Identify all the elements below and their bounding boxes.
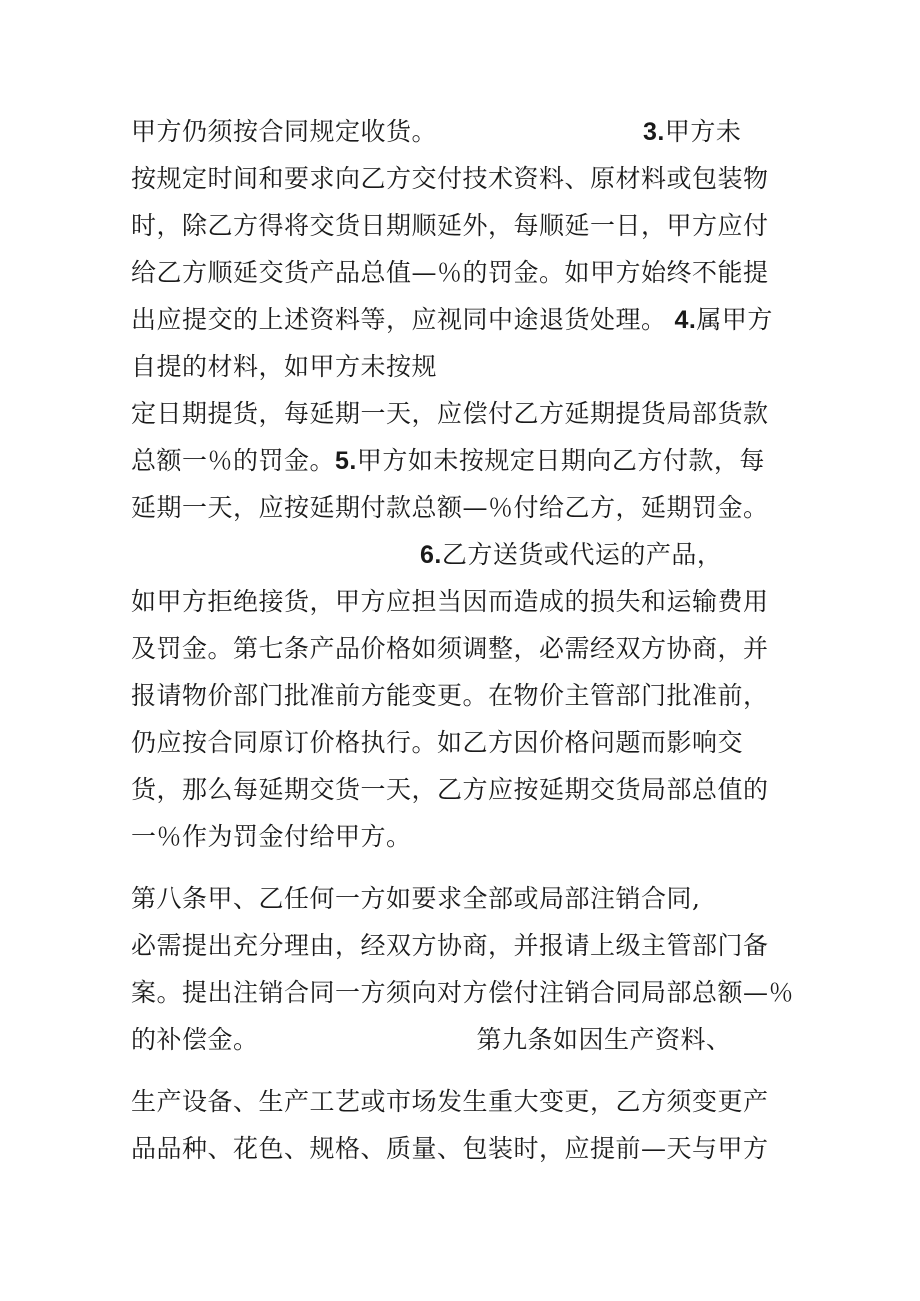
text-line xyxy=(131,1134,769,1164)
text-line xyxy=(131,164,769,194)
text-line xyxy=(131,1087,769,1117)
text-segment: 延期一天，应按延期付款总额—％付给乙方，延期罚金。 xyxy=(131,493,769,522)
text-segment: 自提的材料，如甲方未按规 xyxy=(131,352,438,381)
text-segment: 第九条如因生产资料、 xyxy=(476,1025,732,1054)
text-segment: 属甲方 xyxy=(696,305,773,334)
text-line xyxy=(131,634,769,664)
text-segment: 时，除乙方得将交货日期顺延外，每顺延一日，甲方应付 xyxy=(131,211,769,240)
text-segment: 甲方未 xyxy=(664,117,742,146)
text-line xyxy=(131,446,765,476)
text-line xyxy=(131,587,769,617)
text-line xyxy=(131,931,769,961)
text-line xyxy=(131,884,700,914)
text-segment: 甲方仍须按合同规定收货。 xyxy=(131,117,438,146)
text-segment: 仍应按合同原订价格执行。如乙方因价格问题而影响交 xyxy=(131,728,744,757)
text-line xyxy=(131,775,769,805)
text-segment: 给乙方顺延交货产品总值—％的罚金。如甲方始终不能提 xyxy=(131,258,769,287)
text-segment: 货，那么每延期交货一天，乙方应按延期交货局部总值的 xyxy=(131,775,769,804)
text-segment: 的补偿金。 xyxy=(131,1025,259,1054)
text-line xyxy=(131,493,769,523)
text-line xyxy=(131,681,769,711)
text-segment: 出应提交的上述资料等，应视同中途退货处理。 xyxy=(131,305,667,334)
text-segment: 生产设备、生产工艺或市场发生重大变更，乙方须变更产 xyxy=(131,1087,769,1116)
clause-number: 5. xyxy=(335,447,357,475)
text-line xyxy=(131,978,794,1008)
text-segment: 第八条甲、乙任何一方如要求全部或局部注销合同, xyxy=(131,884,701,913)
text-line xyxy=(420,540,722,570)
text-line xyxy=(131,352,437,382)
text-segment: 乙方送货或代运的产品， xyxy=(441,540,723,569)
clause-number: 6. xyxy=(420,541,442,569)
text-line xyxy=(131,211,769,241)
clause-number: 4. xyxy=(674,306,697,334)
text-segment: 总额一％的罚金。 xyxy=(131,446,336,475)
clause-number: 3. xyxy=(643,118,665,146)
text-line xyxy=(131,399,769,429)
text-segment: 定日期提货，每延期一天，应偿付乙方延期提货局部货款 xyxy=(131,399,769,428)
text-line xyxy=(131,258,769,288)
text-line xyxy=(131,305,773,335)
text-segment: 案。提出注销合同一方须向对方偿付注销合同局部总额—％ xyxy=(131,978,795,1007)
text-segment: 品品种、花色、规格、质量、包装时，应提前—天与甲方 xyxy=(131,1134,769,1163)
text-segment: 按规定时间和要求向乙方交付技术资料、原材料或包装物 xyxy=(131,164,769,193)
text-segment: 一％作为罚金付给甲方。 xyxy=(131,822,412,851)
text-line xyxy=(131,1025,732,1055)
text-segment: 如甲方拒绝接货，甲方应担当因而造成的损失和运输费用 xyxy=(131,587,769,616)
text-segment: 报请物价部门批准前方能变更。在物价主管部门批准前， xyxy=(131,681,769,710)
text-line xyxy=(131,117,741,147)
text-segment: 甲方如未按规定日期向乙方付款，每 xyxy=(356,446,765,475)
text-line xyxy=(131,728,743,758)
text-line xyxy=(131,822,412,852)
text-segment: 及罚金。第七条产品价格如须调整，必需经双方协商，并 xyxy=(131,634,769,663)
text-segment: 必需提出充分理由，经双方协商，并报请上级主管部门备 xyxy=(131,931,769,960)
